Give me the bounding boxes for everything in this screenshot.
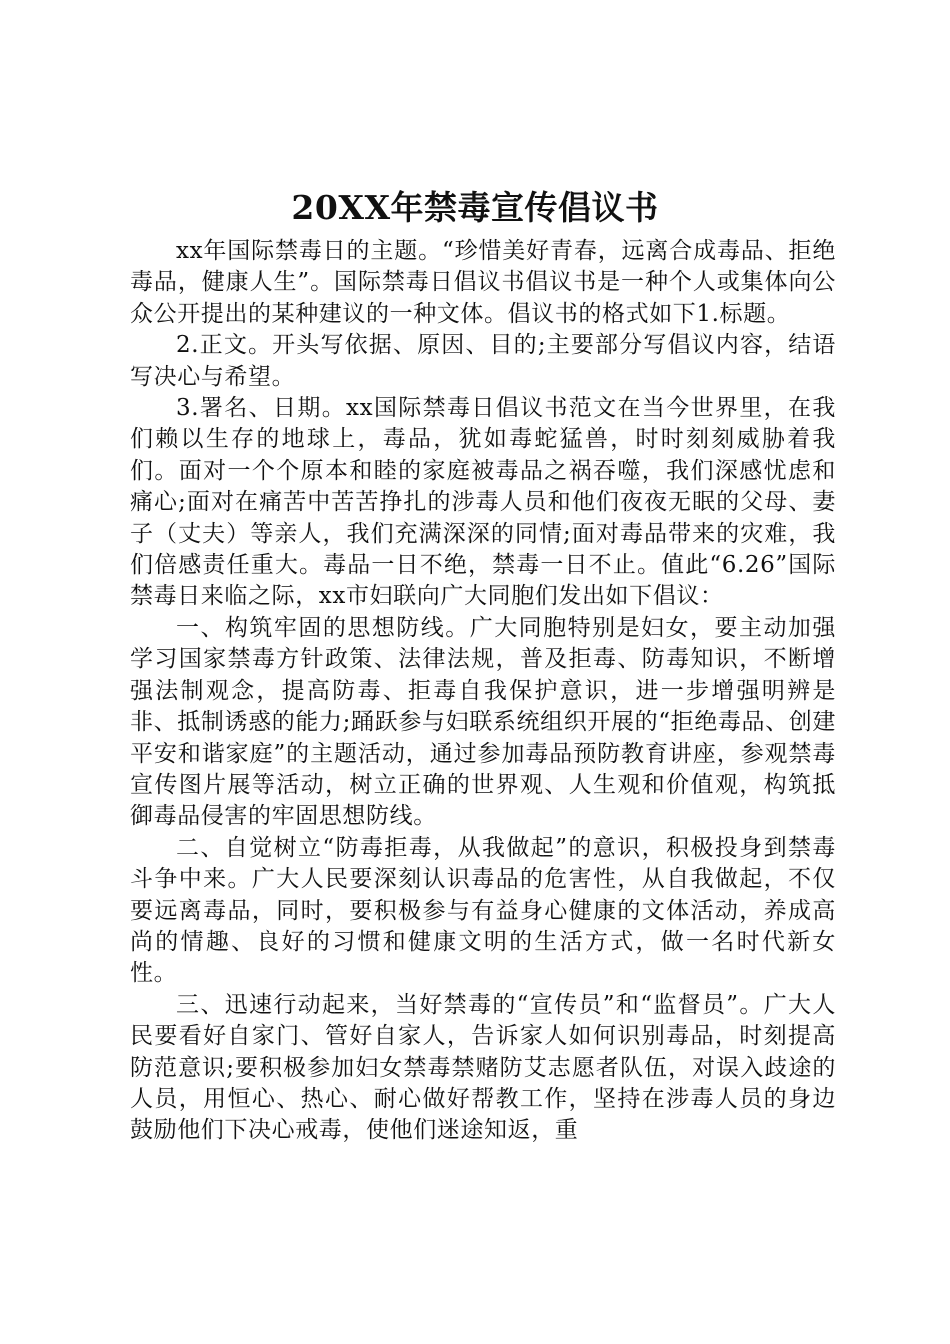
paragraph-proposal-two: 二、自觉树立“防毒拒毒，从我做起”的意识，积极投身到禁毒斗争中来。广大人民要深刻认识毒品的危害性，从自我做起，不仅要远离毒品，同时，要积极参与有益身心健康的文体活动，养成高尚的情趣、良好的习惯和健康文明的生活方式，做一名时代新女性。 <box>130 834 836 987</box>
paragraph-intro: xx年国际禁毒日的主题。“珍惜美好青春，远离合成毒品、拒绝毒品，健康人生”。国际禁毒日倡议书倡议书是一种个人或集体向公众公开提出的某种建议的一种文体。倡议书的格式如下1.标题。 <box>130 238 836 327</box>
paragraph-signature-and-preface: 3.署名、日期。xx国际禁毒日倡议书范文在当今世界里，在我们赖以生存的地球上，毒品，犹如毒蛇猛兽，时时刻刻威胁着我们。面对一个个原本和睦的家庭被毒品之祸吞噬，我们深感忧虑和痛心;面对在痛苦中苦苦挣扎的涉毒人员和他们夜夜无眠的父母、妻子（丈夫）等亲人，我们充满深深的同情;面对毒品带来的灾难，我们倍感责任重大。毒品一日不绝，禁毒一日不止。值此“6.26”国际禁毒日来临之际，xx市妇联向广大同胞们发出如下倡议： <box>130 395 836 610</box>
paragraph-proposal-three: 三、迅速行动起来，当好禁毒的“宣传员”和“监督员”。广大人民要看好自家门、管好自家人，告诉家人如何识别毒品，时刻提高防范意识;要积极参加妇女禁毒禁赌防艾志愿者队伍，对误入歧途的人员，用恒心、热心、耐心做好帮教工作，坚持在涉毒人员的身边鼓励他们下决心戒毒，使他们迷途知返，重 <box>130 991 836 1144</box>
document-body <box>130 236 836 1147</box>
paragraph-format-body: 2.正文。开头写依据、原因、目的;主要部分写倡议内容，结语写决心与希望。 <box>130 332 836 390</box>
paragraph-proposal-one: 一、构筑牢固的思想防线。广大同胞特别是妇女，要主动加强学习国家禁毒方针政策、法律法规，普及拒毒、防毒知识，不断增强法制观念，提高防毒、拒毒自我保护意识，进一步增强明辨是非、抵制诱惑的能力;踊跃参与妇联系统组织开展的“拒绝毒品、创建平安和谐家庭”的主题活动，通过参加毒品预防教育讲座，参观禁毒宣传图片展等活动，树立正确的世界观、人生观和价值观，构筑抵御毒品侵害的牢固思想防线。 <box>130 614 836 830</box>
document-title: 20XX年禁毒宣传倡议书 <box>291 188 659 227</box>
